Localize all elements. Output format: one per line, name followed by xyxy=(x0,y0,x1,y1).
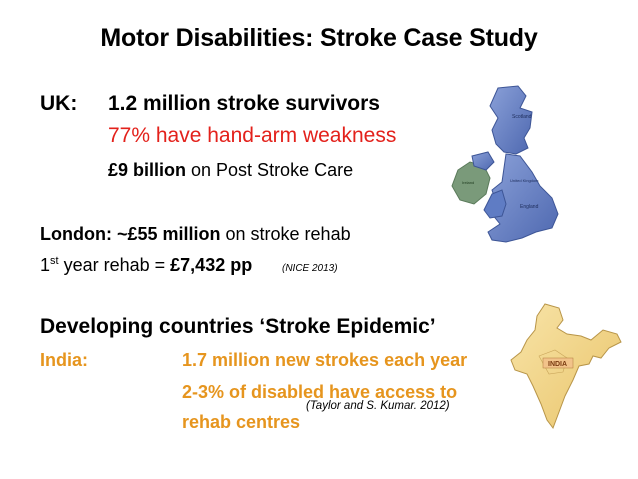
scotland-shape xyxy=(490,86,532,154)
uk-cost-value: £9 billion xyxy=(108,160,187,180)
rehab-sup: st xyxy=(50,255,59,267)
india-map-label: INDIA xyxy=(548,361,568,368)
developing-heading: Developing countries ‘Stroke Epidemic’ xyxy=(40,315,436,338)
uk-label: UK: xyxy=(40,92,78,115)
india-rehab-centres: rehab centres xyxy=(182,412,301,432)
uk-map-label-scotland: Scotland xyxy=(512,114,532,120)
uk-map-label-england: England xyxy=(520,204,539,210)
india-map-icon xyxy=(505,300,630,435)
india-access: 2-3% of disabled have access to xyxy=(182,382,458,402)
rehab-year-line xyxy=(40,255,252,276)
wales-shape xyxy=(484,190,506,218)
uk-cost xyxy=(108,160,353,181)
slide-title: Motor Disabilities: Stroke Case Study xyxy=(100,24,538,52)
india-strokes: 1.7 million new strokes each year xyxy=(182,350,468,370)
rehab-text: year rehab = xyxy=(58,255,171,275)
taylor-citation: (Taylor and S. Kumar. 2012) xyxy=(306,400,450,412)
uk-weakness: 77% have hand-arm weakness xyxy=(108,124,397,147)
uk-map-label-ireland: Ireland xyxy=(462,180,475,185)
uk-survivors: 1.2 million stroke survivors xyxy=(108,92,380,115)
london-line xyxy=(40,224,351,245)
uk-map-label-uk: United Kingdom xyxy=(510,178,539,183)
london-value: ~£55 million xyxy=(111,224,221,244)
london-text: on stroke rehab xyxy=(220,224,351,244)
uk-map-icon xyxy=(440,82,580,262)
london-label: London: xyxy=(40,224,112,244)
rehab-prefix: 1 xyxy=(40,255,51,275)
nice-citation: (NICE 2013) xyxy=(282,263,338,274)
rehab-value: £7,432 pp xyxy=(170,255,253,275)
india-label: India: xyxy=(40,350,88,370)
uk-cost-text: on Post Stroke Care xyxy=(186,160,354,180)
